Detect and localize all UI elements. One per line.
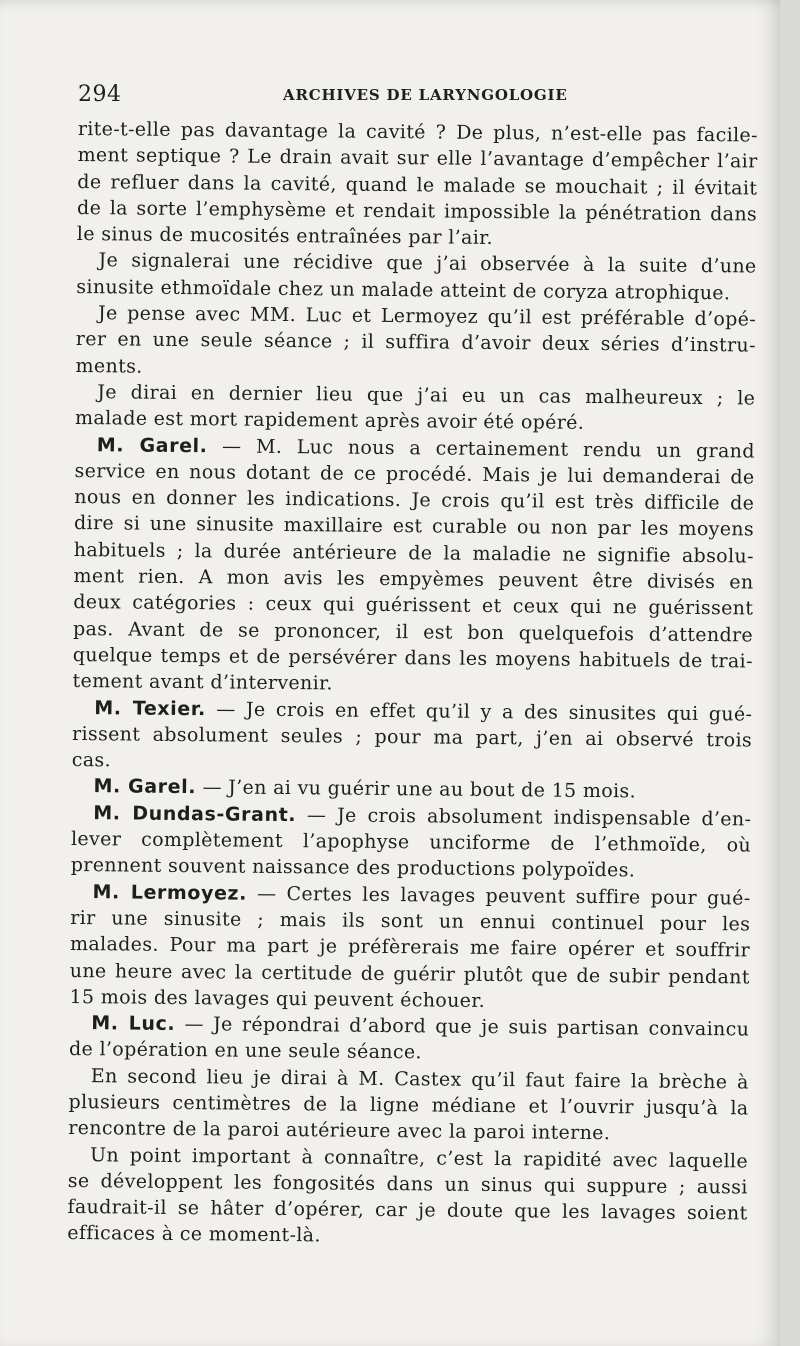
line-text: service en nous dotant de ce procédé. Mais je lui demanderai de <box>74 459 755 489</box>
line-text: Un point important à connaître, c’est la rapidité avec laquelle <box>89 1143 749 1173</box>
line-text: plusieurs centimètres de la ligne médiane et l’ouvrir jusqu’à la <box>68 1090 749 1120</box>
line-text: cas. <box>71 749 112 772</box>
line-text: nous en donner les indications. Je crois qu’il est très difficile de <box>74 486 755 515</box>
line-text: rir une sinusite ; mais ils sont un ennui continuel pour les <box>70 906 751 936</box>
speaker-name: M. Garel. <box>93 775 197 799</box>
line-text: le sinus de mucosités entraînées par l’air. <box>76 223 494 250</box>
line-text: rer en une seule séance ; il suffira d’avoir deux séries d’instru- <box>75 328 756 357</box>
line-text: une heure avec la certitude de guérir plutôt que de subir pendant <box>69 959 750 988</box>
line-text: Je signalerai une récidive que j’ai observée à la suite d’une <box>98 249 757 279</box>
line-text: se développent les fongosités dans un sinus qui suppure ; aussi <box>67 1169 748 1199</box>
line-text: efficaces à ce moment-là. <box>67 1222 321 1247</box>
speaker-name: M. Luc. <box>91 1012 176 1036</box>
line-text: ments. <box>75 354 143 378</box>
line-text: sinusite ethmoïdale chez un malade atteint de coryza atrophique. <box>76 275 731 305</box>
line-text: — Je crois absolument indispensable d’en- <box>296 803 752 831</box>
line-text: quelque temps et de persévérer dans les moyens habituels de trai- <box>72 643 753 673</box>
speaker-name: M. Dundas-Grant. <box>93 801 297 826</box>
line-text: deux catégories : ceux qui guérissent et ceux qui ne guérissent <box>73 591 754 620</box>
line-text: de la sorte l’emphysème et rendait impossible la pénétration dans <box>77 196 758 226</box>
page-number: 294 <box>78 82 122 107</box>
line-text: — Je répondrai d’abord que je suis partisan convaincu <box>175 1013 750 1041</box>
line-text: 15 mois des lavages qui peuvent échouer. <box>69 985 486 1012</box>
line-text: rite-t-elle pas davantage la cavité ? De plus, n’est-elle pas facile- <box>77 117 758 147</box>
line-text: — M. Luc nous a certainement rendu un grand <box>207 434 755 463</box>
running-title: ARCHIVES DE LARYNGOLOGIE <box>283 86 568 104</box>
speaker-name: M. Lermoyez. <box>92 880 248 905</box>
line-text: lever complètement l’apophyse unciforme de l’ethmoïde, où <box>70 827 752 857</box>
line-text: Je dirai en dernier lieu que j’ai eu un cas malheureux ; le <box>97 381 756 410</box>
line-text: de refluer dans la cavité, quand le malade se mouchait ; il évitait <box>77 170 758 200</box>
line-text: tement avant d’intervenir. <box>72 670 333 695</box>
line-text: malades. Pour ma part je préfèrerais me faire opérer et souffrir <box>69 933 751 962</box>
line-text: ment rien. A mon avis les empyèmes peuvent être divisés en <box>73 565 754 594</box>
line-text: ment septique ? Le drain avait sur elle l’avantage d’empêcher l’air <box>77 144 758 173</box>
line-text: Je pense avec MM. Luc et Lermoyez qu’il est préférable d’opé- <box>98 302 757 331</box>
body-text <box>67 116 758 1253</box>
line-text: En second lieu je dirai à M. Castex qu’il faut faire la brèche à <box>90 1064 749 1094</box>
line-text: dire si une sinusite maxillaire est curable ou non par les moyens <box>73 512 755 541</box>
line-text: faudrait-il se hâter d’opérer, car je doute que les lavages soient <box>67 1196 748 1225</box>
line-text: malade est mort rapidement après avoir été opéré. <box>74 407 585 435</box>
speaker-name: M. Garel. <box>96 433 208 457</box>
line-text: — Je crois en effet qu’il y a des sinusites qui gué- <box>205 697 753 726</box>
line-text: rissent absolument seules ; pour ma part, j’en ai observé trois <box>71 722 753 752</box>
line-text: pas. Avant de se prononcer, il est bon quelquefois d’attendre <box>72 617 754 647</box>
line-text: — J’en ai vu guérir une au bout de 15 mois. <box>196 776 637 803</box>
line-text: habituels ; la durée antérieure de la maladie ne signifie absolu- <box>73 538 754 568</box>
line-text: rencontre de la paroi autérieure avec la paroi interne. <box>68 1117 611 1145</box>
line-text: — Certes les lavages peuvent suffire pour gué- <box>246 882 751 910</box>
line-text: de l’opération en une seule séance. <box>68 1038 422 1064</box>
speaker-name: M. Texier. <box>94 696 206 720</box>
line-text: prennent souvent naissance des productions polypoïdes. <box>70 854 636 882</box>
page-header <box>78 82 768 110</box>
